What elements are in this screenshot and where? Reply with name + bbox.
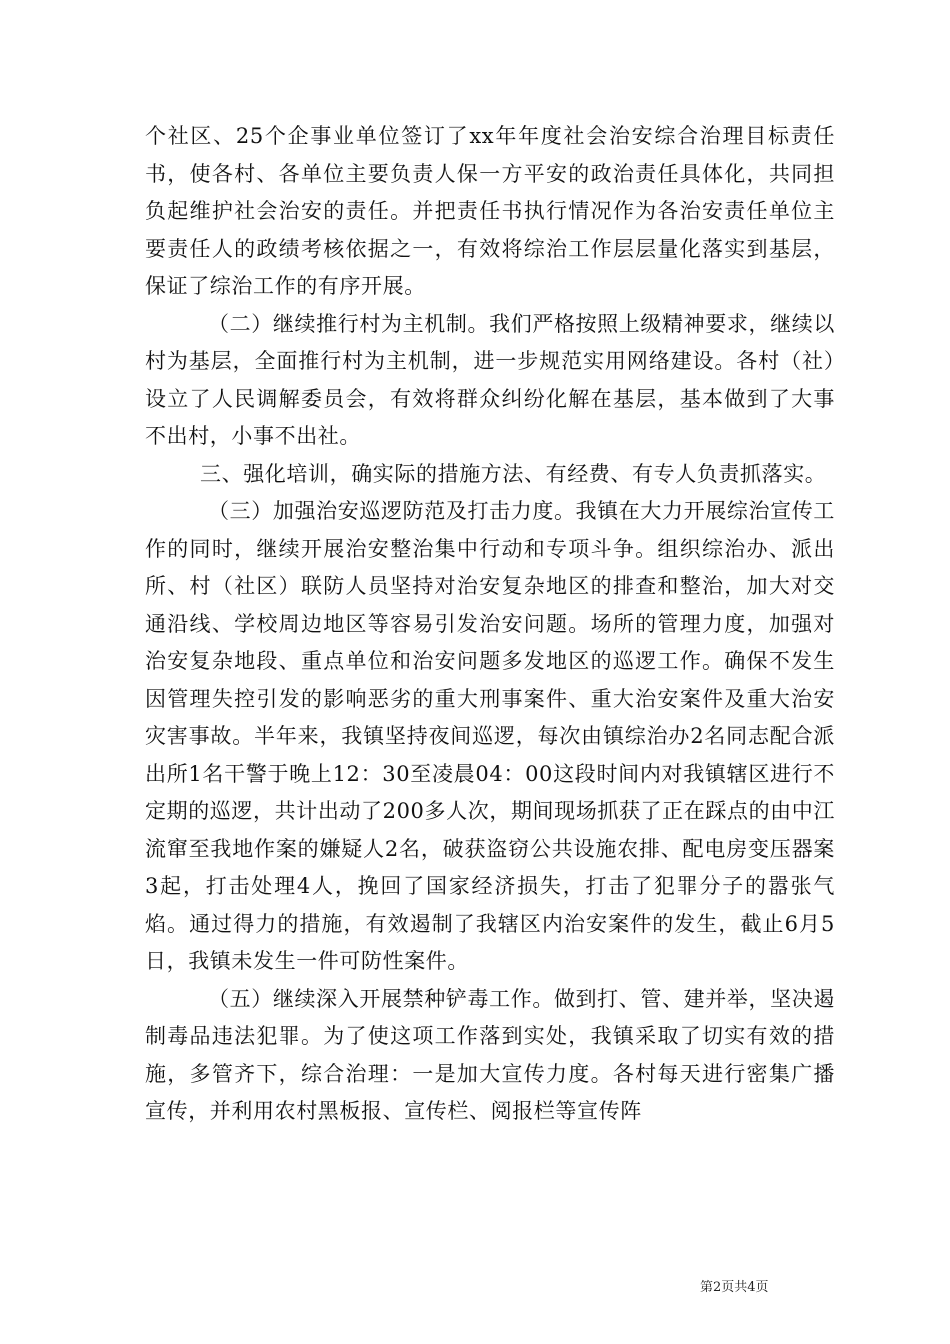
document-body — [145, 118, 835, 1131]
page-number-footer: 第2页共4页 — [700, 1280, 769, 1295]
paragraph-section-three: （三）加强治安巡逻防范及打击力度。我镇在大力开展综治宣传工作的同时，继续开展治安整治集中行动和专项斗争。组织综治办、派出所、村（社区）联防人员坚持对治安复杂地区的排查和整治，加大对交通沿线、学校周边地区等容易引发治安问题。场所的管理力度，加强对治安复杂地段、重点单位和治安问题多发地区的巡逻工作。确保不发生因管理失控引发的影响恶劣的重大刑事案件、重大治安案件及重大治安灾害事故。半年来，我镇坚持夜间巡逻，每次由镇综治办2名同志配合派出所1名干警于晚上12：30至凌晨04：00这段时间内对我镇辖区进行不定期的巡逻，共计出动了200多人次，期间现场抓获了正在踩点的由中江流窜至我地作案的嫌疑人2名，破获盗窃公共设施农排、配电房变压器案3起，打击处理4人，挽回了国家经济损失，打击了犯罪分子的嚣张气焰。通过得力的措施，有效遏制了我辖区内治安案件的发生，截止6月5日，我镇未发生一件可防性案件。 — [145, 499, 835, 973]
paragraph-continuation: 个社区、25个企事业单位签订了xx年年度社会治安综合治理目标责任书，使各村、各单位主要负责人保一方平安的政治责任具体化，共同担负起维护社会治安的责任。并把责任书执行情况作为各治安责任单位主要责任人的政绩考核依据之一，有效将综治工作层层量化落实到基层，保证了综治工作的有序开展。 — [145, 124, 835, 298]
paragraph-section-two: （二）继续推行村为主机制。我们严格按照上级精神要求，继续以村为基层，全面推行村为主机制，进一步规范实用网络建设。各村（社）设立了人民调解委员会，有效将群众纠纷化解在基层，基本做到了大事不出村，小事不出社。 — [145, 311, 835, 448]
paragraph-section-five: （五）继续深入开展禁种铲毒工作。做到打、管、建并举，坚决遏制毒品违法犯罪。为了使这项工作落到实处，我镇采取了切实有效的措施，多管齐下，综合治理：一是加大宣传力度。各村每天进行密集广播宣传，并利用农村黑板报、宣传栏、阅报栏等宣传阵 — [145, 986, 835, 1123]
paragraph-heading-three: 三、强化培训，确实际的措施方法、有经费、有专人负责抓落实。 — [200, 461, 827, 486]
